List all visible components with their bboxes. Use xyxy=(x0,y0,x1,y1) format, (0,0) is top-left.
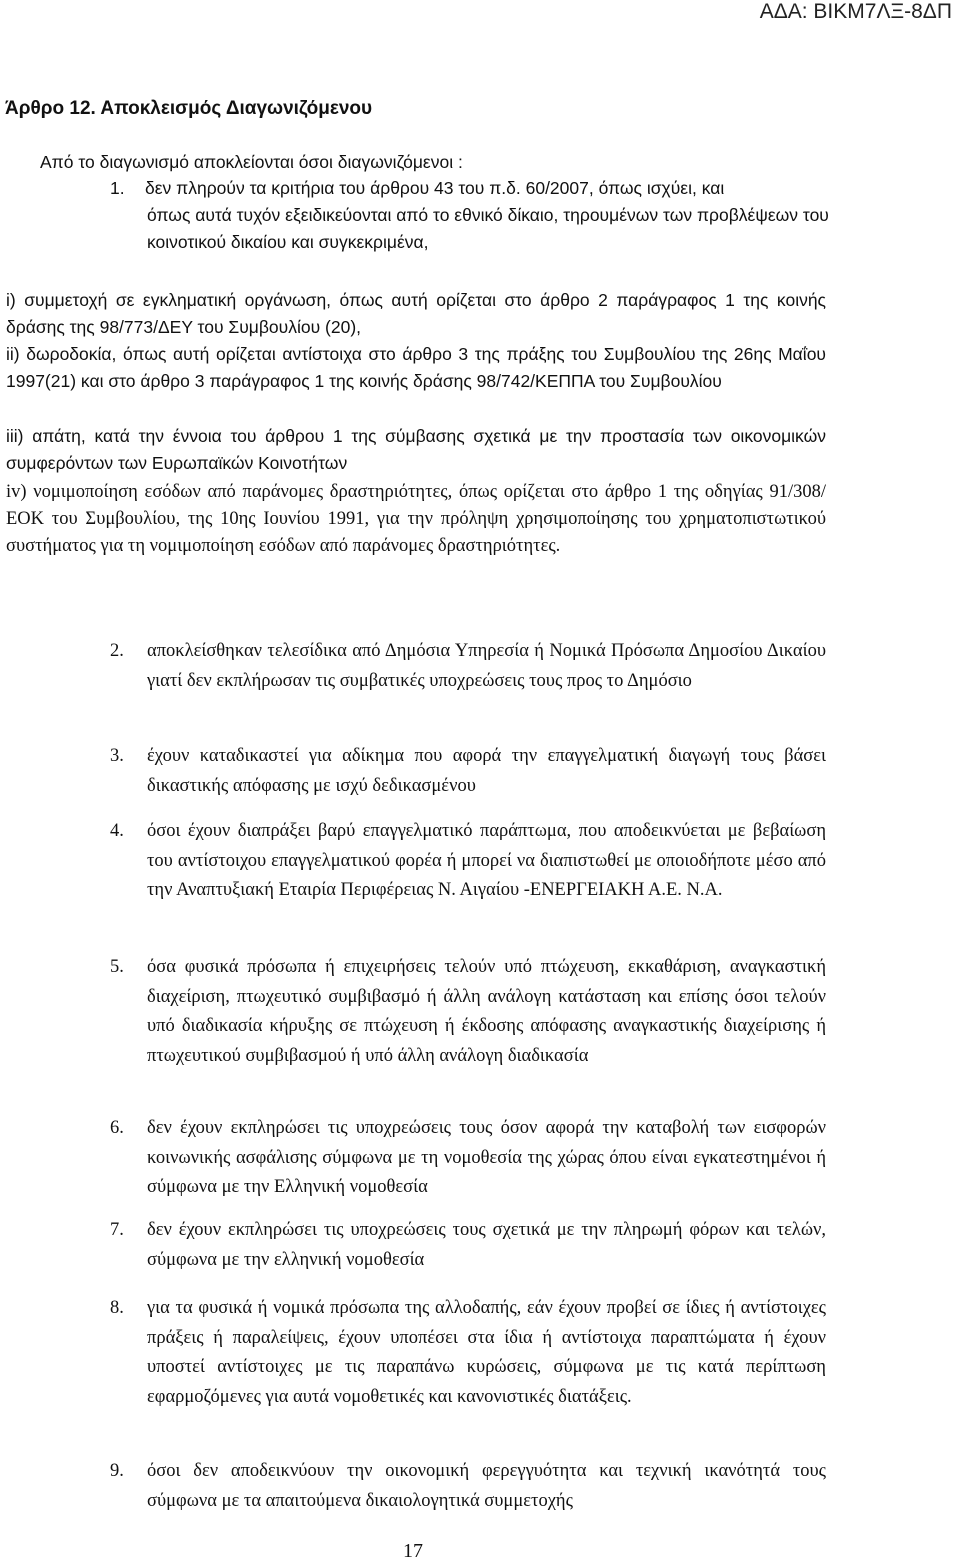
list-item-number: 8. xyxy=(110,1298,124,1318)
list-item-number: 3. xyxy=(110,746,124,766)
subitem-iv: iv) νομιμοποίηση εσόδων από παράνομες δραστηριότητες, όπως ορίζεται στο άρθρο 1 της οδηγίας 91/308/ΕΟΚ του Συμβουλίου, της 10ης Ιουνίου 1991, για την πρόληψη χρησιμοποίησης του χρηματοπιστωτικού συστήματος για τη νομιμοποίηση εσόδων από παράνομες δραστηριότητες. xyxy=(6,482,826,556)
list-item-number: 4. xyxy=(110,821,124,841)
page-number: 17 xyxy=(403,1540,423,1562)
subitem-ii: ii) δωροδοκία, όπως αυτή ορίζεται αντίστοιχα στο άρθρο 3 της πράξης του Συμβουλίου της 26ης Μαΐου 1997(21) και στο άρθρο 3 παράγραφος 1 της κοινής δράσης 98/742/ΚΕΠΠΑ του Συμβουλίου xyxy=(6,344,826,391)
list-item-3 xyxy=(110,742,826,801)
article-intro: Από το διαγωνισμό αποκλείονται όσοι διαγωνιζόμενοι : xyxy=(40,152,463,172)
list-item-number: 9. xyxy=(110,1461,124,1481)
list-item-9 xyxy=(110,1457,826,1516)
subitem-i: i) συμμετοχή σε εγκληματική οργάνωση, όπως αυτή ορίζεται στο άρθρο 2 παράγραφος 1 της κοινής δράσης της 98/773/ΔΕΥ του Συμβουλίου (20), xyxy=(6,290,826,337)
list-item-5 xyxy=(110,953,826,1071)
list-item-number: 7. xyxy=(110,1220,124,1240)
list-item-number: 5. xyxy=(110,957,124,977)
subitem-iii: iii) απάτη, κατά την έννοια του άρθρου 1 της σύμβασης σχετικά με την προστασία των οικονομικών συμφερόντων των Ευρωπαϊκών Κοινοτήτων xyxy=(6,426,826,473)
list-item-1 xyxy=(110,175,830,256)
ada-code: ΑΔΑ: ΒΙΚΜ7ΛΞ-8ΔΠ xyxy=(759,0,952,23)
list-item-text: έχουν καταδικαστεί για αδίκημα που αφορά την επαγγελματική διαγωγή τους βάσει δικαστικής απόφασης με ισχύ δεδικασμένου xyxy=(147,746,826,796)
list-item-2 xyxy=(110,637,826,696)
list-item-number: 2. xyxy=(110,641,124,661)
list-item-text: όσα φυσικά πρόσωπα ή επιχειρήσεις τελούν υπό πτώχευση, εκκαθάριση, αναγκαστική διαχείριση, πτωχευτικό συμβιβασμό ή άλλη ανάλογη κατάσταση και επίσης όσοι τελούν υπό διαδικασία κήρυξης σε πτώχευση ή έκδοσης απόφασης αναγκαστικής διαχείρισης ή πτωχευτικού συμβιβασμού ή υπό άλλη ανάλογη διαδικασία xyxy=(147,957,826,1066)
list-item-text: δεν έχουν εκπληρώσει τις υποχρεώσεις τους όσον αφορά την καταβολή των εισφορών κοινωνικής ασφάλισης σύμφωνα με τη νομοθεσία της χώρας όπου είναι εγκατεστημένοι ή σύμφωνα με την Ελληνική νομοθεσία xyxy=(147,1118,826,1197)
list-item-first-line: δεν πληρούν τα κριτήρια του άρθρου 43 του π.δ. 60/2007, όπως ισχύει, και xyxy=(145,178,725,198)
list-item-text: αποκλείσθηκαν τελεσίδικα από Δημόσια Υπηρεσία ή Νομικά Πρόσωπα Δημοσίου Δικαίου γιατί δεν εκπλήρωσαν τις συμβατικές υποχρεώσεις τους προς το Δημόσιο xyxy=(147,641,826,691)
list-item-number: 1. xyxy=(110,178,125,198)
list-item-text: για τα φυσικά ή νομικά πρόσωπα της αλλοδαπής, εάν έχουν προβεί σε ίδιες ή αντίστοιχες πράξεις ή παραλείψεις, έχουν υποπέσει στα ίδια ή αντίστοιχα παραπτώματα ή έχουν υποστεί αντίστοιχες με τις παραπάνω κυρώσεις, σύμφωνα με τις κατά περίπτωση εφαρμοζόμενες για αυτά νομοθετικές και κανονιστικές διατάξεις. xyxy=(147,1298,826,1407)
list-item-8 xyxy=(110,1294,826,1412)
list-item-number: 6. xyxy=(110,1118,124,1138)
article-title: Άρθρο 12. Αποκλεισμός Διαγωνιζόμενου xyxy=(5,98,373,119)
list-item-text: όσοι έχουν διαπράξει βαρύ επαγγελματικό παράπτωμα, που αποδεικνύεται με βεβαίωση του αντίστοιχου επαγγελματικού φορέα ή μπορεί να διαπιστωθεί με οποιοδήποτε μέσο από την Αναπτυξιακή Εταιρία Περιφέρειας Ν. Αιγαίου -ΕΝΕΡΓΕΙΑΚΗ Α.Ε. Ν.Α. xyxy=(147,821,826,900)
list-item-7 xyxy=(110,1216,826,1275)
list-item-6 xyxy=(110,1114,826,1203)
list-item-4 xyxy=(110,817,826,906)
list-item-continuation: όπως αυτά τυχόν εξειδικεύονται από το εθνικό δίκαιο, τηρουμένων των προβλέψεων του κοινοτικού δικαίου και συγκεκριμένα, xyxy=(147,205,829,252)
list-item-text: όσοι δεν αποδεικνύουν την οικονομική φερεγγυότητα και τεχνική ικανότητά τους σύμφωνα με τα απαιτούμενα δικαιολογητικά συμμετοχής xyxy=(147,1461,826,1511)
list-item-text: δεν έχουν εκπληρώσει τις υποχρεώσεις τους σχετικά με την πληρωμή φόρων και τελών, σύμφωνα με την ελληνική νομοθεσία xyxy=(147,1220,826,1270)
